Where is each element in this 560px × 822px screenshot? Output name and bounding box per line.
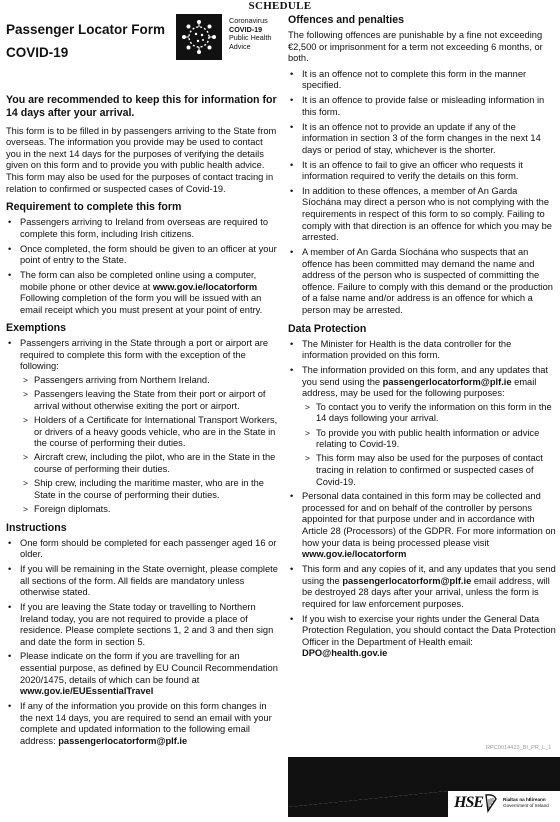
list-item: • It is an offence not to provide an update if any of the information in section 3 of the form changes in the next 14 days or period of stay, whichever is the shorter. [288,122,556,157]
list-item: • In addition to these offences, a member of An Garda Síochána may direct a person who is not complying with the requirements in respect of this form to so comply. Failing to comply with that direction is an offence for which you may be arrested. [288,186,556,244]
exemptions-sublist [20,375,278,516]
list-item: • The information provided on this form, and any updates that you send using the passengerlocatorform@plf.ie email address, may be used for the following purposes: > To contact you to verify the information on this form in the 14 days following your arrival. > To provide you with public health information or advice relating to Covid-19. > This form may also be used for the purposes of contact tracing in relation to confirmed or suspected cases of Covid-19. [288,365,556,488]
intro-notice: You are recommended to keep this for information for 14 days after your arrival. [6,94,277,119]
offences-intro: The following offences are punishable by a fine not exceeding €2,500 or imprisonment for a term not exceeding 6 months, or both. [288,30,543,64]
list-item: • This form and any copies of it, and any updates that you send using the passengerlocatorform@plf.ie email address, will be destroyed 28 days after your arrival, unless the form is required for law enforcement purposes. [288,564,556,610]
list-item: • The Minister for Health is the data controller for the information provided on this form. [288,339,556,362]
list-item: > To contact you to verify the information on this form in the 14 days following your arrival. [302,402,556,425]
list-item: • If you are leaving the State today or travelling to Northern Ireland today, you are not required to provide a place of residence. Please complete sections 1, 2 and 3 and then sign and date the form in section 5. [6,602,278,648]
left-column [6,14,278,751]
government-of-ireland-logo: Rialtas na hÉireann Government of Ireland [503,797,549,808]
list-item: • It is an offence to fail to give an officer who requests it information required to verify the details on this form. [288,160,556,183]
list-item: • The form can also be completed online using a computer, mobile phone or other device at www.gov.ie/locatorform Following completion of the form you will be issued with an email receipt which you must present at your point of entry. [6,270,278,316]
list-item: > This form may also be used for the purposes of contact tracing in relation to confirmed or suspected cases of Covid-19. [302,453,556,488]
list-item: • A member of An Garda Síochána who suspects that an offence has been committed may demand the name and address of the person who is suspected of committing the offence. Failure to comply with this demand or the production of a false name and/or address is an offence for which a person may be arrested. [288,247,556,317]
requirement-list [6,217,278,316]
reference-code: RPC0014423_BI_PR_L_1 [486,745,552,751]
locatorform-link[interactable]: www.gov.ie/locatorform [152,281,258,292]
list-item: • Once completed, the form should be given to an officer at your point of entry to the State. [6,244,278,267]
locatorform-link[interactable]: www.gov.ie/locatorform [302,549,407,560]
plf-email-link[interactable]: passengerlocatorform@plf.ie [58,735,188,746]
list-item: > Holders of a Certificate for International Transport Workers, or drivers of a heavy goods vehicle, who are in the State in the course of performing their duties. [20,415,278,450]
list-item: > Passengers leaving the State from their port or airport of arrival without otherwise exiting the port or airport. [20,389,278,412]
list-item: > Passengers arriving from Northern Ireland. [20,375,278,387]
list-item: > To provide you with public health information or advice relating to Covid-19. [302,428,556,451]
list-item: • If any of the information you provide on this form changes in the next 14 days, you are required to send an email with your complete and updated information to the following email address: passengerlocatorform@plf.ie [6,701,278,747]
form-subtitle: COVID-19 [6,45,69,60]
requirement-heading: Requirement to complete this form [6,201,182,214]
instructions-list [6,538,278,748]
list-item: • Passengers arriving in the State through a port or airport are required to complete this form with the exception of the following: > Passengers arriving from Northern Ireland. > Passengers leaving the State from their port or airport of arrival without otherwise exiting the port or airport. > Holders of a Certificate for International Transport Workers, or drivers of a heavy goods vehicle, who are in the State in the course of performing their duties. > Aircraft crew, including the pilot, who are in the State in the course of performing their duties. > Ship crew, including the maritime master, who are in the State in the course of performing their duties. > Foreign diplomats. [6,338,278,515]
list-item: • Please indicate on the form if you are travelling for an essential purpose, as defined by EU Council Recommendation 2020/1475, details of which can be found at www.gov.ie/EUEssentialTravel [6,651,278,697]
logo-text: Coronavirus COVID-19 Public Health Advice [229,16,272,51]
footer-logos [448,791,560,817]
data-protection-list [288,339,556,660]
list-item: • Passengers arriving to Ireland from overseas are required to complete this form, including Irish citizens. [6,217,278,240]
plf-email-link[interactable]: passengerlocatorform@plf.ie [382,376,512,387]
form-title: Passenger Locator Form [6,22,166,37]
offences-list [288,69,556,317]
exemptions-list [6,338,278,515]
schedule-heading: SCHEDULE [248,0,312,12]
harp-icon [484,793,498,813]
exemptions-heading: Exemptions [6,322,67,335]
dpo-email-link[interactable]: DPO@health.gov.ie [302,648,388,659]
offences-heading: Offences and penalties [288,14,404,26]
list-item: • One form should be completed for each passenger aged 16 or older. [6,538,278,561]
list-item: > Aircraft crew, including the pilot, who are in the State in the course of performing their duties. [20,452,278,475]
hse-logo: HSE [454,794,484,811]
intro-paragraph: This form is to be filled in by passengers arriving to the State from overseas. The information you provide may be used to contact you in the next 14 days for the purposes of verifying the details given on this form and to provide you with public health advice. This form may also be used for the purposes of contact tracing in relation to confirmed or suspected cases of Covid-19. [6,125,277,194]
list-item: • If you wish to exercise your rights under the General Data Protection Regulation, you should contact the Data Protection Officer in the Department of Health email: DPO@health.gov.ie [288,614,556,660]
list-item: • Personal data contained in this form may be collected and processed for and on behalf of the controller by persons appointed for that purpose under and in accordance with Article 28 (Processors) of the GDPR. For more information on how your data is being processed please visit www.gov.ie/locatorform [288,491,556,561]
plf-email-link[interactable]: passengerlocatorform@plf.ie [342,575,472,586]
covid-logo [176,14,286,60]
virus-icon [176,14,222,60]
right-column [288,14,556,663]
purposes-sublist [302,402,556,488]
data-protection-heading: Data Protection [288,322,367,335]
instructions-heading: Instructions [6,521,67,534]
list-item: • It is an offence not to complete this form in the manner specified. [288,69,556,92]
list-item: • If you will be remaining in the State overnight, please complete all sections of the form. All fields are mandatory unless otherwise stated. [6,564,278,599]
list-item: > Foreign diplomats. [20,504,278,516]
eu-essential-travel-link[interactable]: www.gov.ie/EUEssentialTravel [20,686,154,697]
list-item: • It is an offence to provide false or misleading information in this form. [288,95,556,118]
list-item: > Ship crew, including the maritime master, who are in the State in the course of performing their duties. [20,478,278,501]
